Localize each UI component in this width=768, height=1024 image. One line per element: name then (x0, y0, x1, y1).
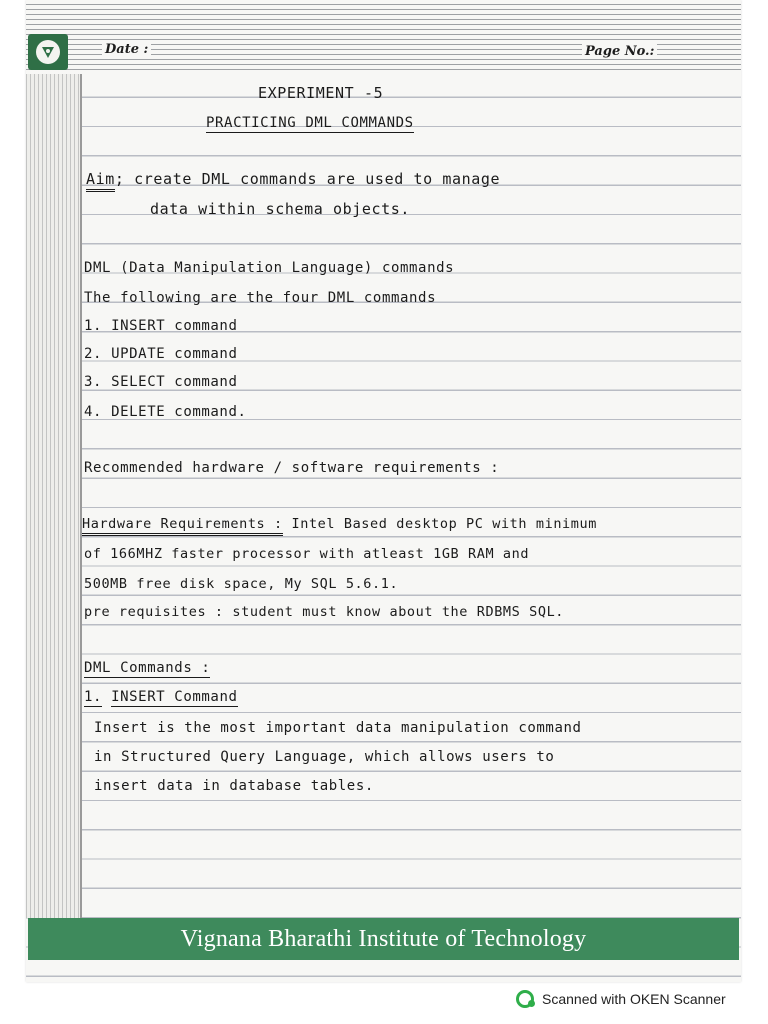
experiment-title: EXPERIMENT -5 (258, 84, 384, 102)
experiment-subtitle: PRACTICING DML COMMANDS (206, 115, 414, 131)
list-item: 3. SELECT command (84, 374, 238, 390)
institution-footer (28, 918, 739, 960)
institution-name: Vignana Bharathi Institute of Technology (180, 925, 587, 952)
list-item: 4. DELETE command. (84, 404, 247, 420)
dml-intro-line-2: The following are the four DML commands (84, 290, 437, 306)
date-label: Date : (102, 42, 151, 57)
prerequisites-line: pre requisites : student must know about the RDBMS SQL. (84, 604, 565, 620)
insert-line-1: Insert is the most important data manipulation command (94, 720, 582, 736)
college-logo-icon (28, 34, 68, 70)
hardware-line-2: of 166MHZ faster processor with atleast 1GB RAM and (84, 546, 530, 562)
insert-title: INSERT Command (111, 689, 238, 705)
insert-line-3: insert data in database tables. (94, 778, 374, 794)
dml-intro-line-1: DML (Data Manipulation Language) commands (84, 260, 455, 276)
margin-band (26, 0, 80, 918)
scanner-watermark-text: Scanned with OKEN Scanner (542, 991, 726, 1007)
page-header (26, 0, 741, 74)
list-item: 2. UPDATE command (84, 346, 238, 362)
hardware-line-1: Hardware Requirements : Intel Based desktop PC with minimum (82, 516, 597, 532)
hardware-label: Hardware Requirements : (82, 516, 283, 536)
insert-number: 1. (84, 689, 103, 705)
aim-label: Aim (86, 170, 115, 192)
dml-commands-heading: DML Commands : (84, 660, 211, 676)
hardware-line-3: 500MB free disk space, My SQL 5.6.1. (84, 576, 399, 592)
aim-line-1: Aim; create DML commands are used to manage (86, 170, 500, 188)
insert-line-2: in Structured Query Language, which allows users to (94, 749, 555, 765)
insert-heading (84, 689, 238, 705)
scanner-watermark (516, 990, 726, 1008)
recommended-requirements: Recommended hardware / software requirements : (84, 460, 500, 476)
margin-rule (80, 70, 82, 918)
list-item: 1. INSERT command (84, 318, 238, 334)
scanner-logo-icon (516, 990, 534, 1008)
aim-line-2: data within schema objects. (150, 200, 411, 218)
notebook-page (26, 0, 741, 982)
page-number-label: Page No.: (582, 44, 657, 59)
